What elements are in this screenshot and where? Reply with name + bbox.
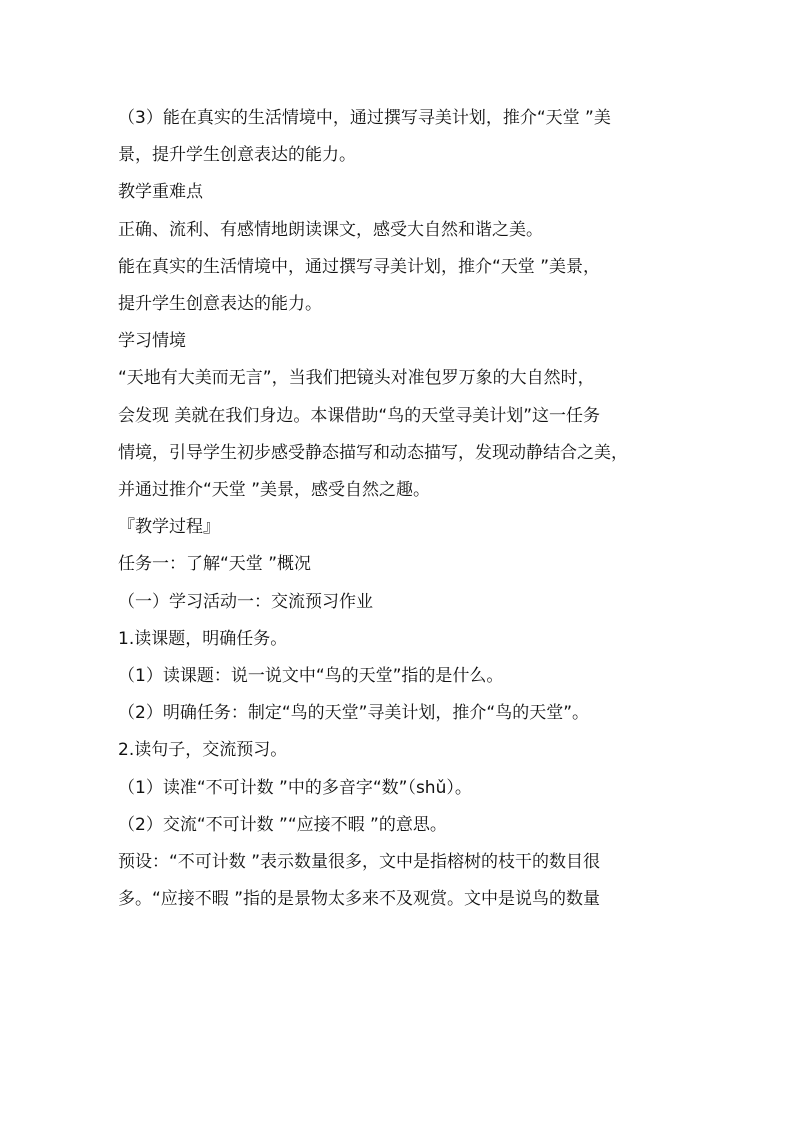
context-paragraph-line-2: 会发现 美就在我们身边。本课借助“鸟的天堂寻美计划”这一任务 [118, 405, 601, 426]
context-paragraph-line-3: 情境，引导学生初步感受静态描写和动态描写，发现动静结合之美， [118, 442, 628, 463]
objective-3-line-1: （3）能在真实的生活情境中，通过撰写寻美计划，推介“天堂 ”美 [118, 108, 611, 128]
key-point-2-line-2: 提升学生创意表达的能力。 [118, 294, 322, 315]
activity-one-heading: （一）学习活动一：交流预习作业 [118, 591, 373, 612]
section-heading-teaching-process: 『教学过程』 [118, 517, 220, 538]
step-2-item-1: （1）读准“不可计数 ”中的多音字“数”（shǔ）。 [118, 777, 472, 798]
context-paragraph-line-1: “天地有大美而无言”，当我们把镜头对准包罗万象的大自然时， [118, 368, 595, 389]
key-point-2-line-1: 能在真实的生活情境中，通过撰写寻美计划，推介“天堂 ”美景， [118, 256, 601, 277]
section-heading-learning-context: 学习情境 [118, 331, 186, 352]
document-page [118, 100, 688, 918]
step-2-item-2: （2）交流“不可计数 ”“应接不暇 ”的意思。 [118, 814, 447, 835]
context-paragraph-line-4: 并通过推介“天堂 ”美景，感受自然之趣。 [118, 480, 431, 501]
objective-3-line-2: 景，提升学生创意表达的能力。 [118, 145, 356, 166]
section-heading-key-points: 教学重难点 [118, 182, 203, 203]
preset-line-1: 预设：“不可计数 ”表示数量很多，文中是指榕树的枝干的数目很 [118, 852, 601, 873]
preset-line-2: 多。“应接不暇 ”指的是景物太多来不及观赏。文中是说鸟的数量 [118, 889, 601, 910]
step-1-heading: 1.读课题，明确任务。 [118, 628, 288, 649]
key-point-1: 正确、流利、有感情地朗读课文，感受大自然和谐之美。 [118, 219, 543, 240]
step-1-item-1: （1）读课题：说一说文中“鸟的天堂”指的是什么。 [118, 666, 504, 687]
step-1-item-2: （2）明确任务：制定“鸟的天堂”寻美计划，推介“鸟的天堂”。 [118, 703, 590, 724]
step-2-heading: 2.读句子，交流预习。 [118, 740, 288, 761]
task-one-heading: 任务一：了解“天堂 ”概况 [118, 554, 312, 575]
